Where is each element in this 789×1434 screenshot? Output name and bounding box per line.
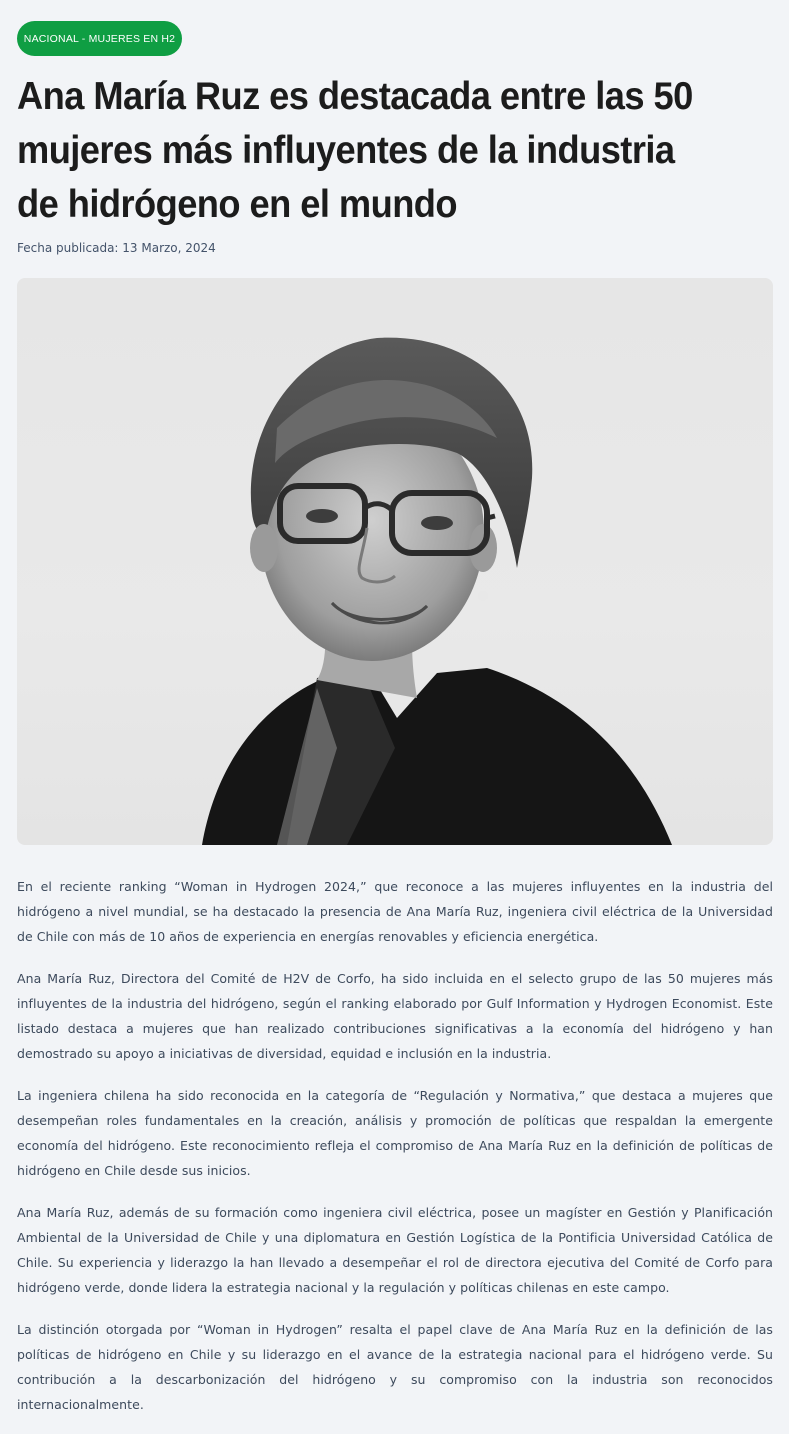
paragraph: Ana María Ruz, además de su formación como ingeniera civil eléctrica, posee un magíster en Gestión y Planificación Ambiental de la Universidad de Chile y una diplomatura en Gestión Logística de la Pontificia Universidad Católica de Chile. Su experiencia y liderazgo la han llevado a desempeñar el rol de directora ejecutiva del Comité de Corfo para hidrógeno verde, donde lidera la estrategia nacional y la regulación y políticas chilenas en este campo.	[17, 1205, 773, 1295]
publish-date: Fecha publicada: 13 Marzo, 2024	[17, 241, 216, 255]
paragraph: La distinción otorgada por “Woman in Hydrogen” resalta el papel clave de Ana María Ruz en la definición de las políticas de hidrógeno en Chile y su liderazgo en el avance de la estrategia nacional para el hidrógeno verde. Su contribución a la descarbonización del hidrógeno y su compromiso con la industria son reconocidos internacionalmente.	[17, 1322, 773, 1412]
paragraph: La ingeniera chilena ha sido reconocida en la categoría de “Regulación y Normativa,” que destaca a mujeres que desempeñan roles fundamentales en la creación, análisis y promoción de políticas que respaldan la emergente economía del hidrógeno. Este reconocimiento refleja el compromiso de Ana María Ruz en la definición de políticas de hidrógeno en Chile desde sus inicios.	[17, 1088, 773, 1178]
paragraph: Ana María Ruz, Directora del Comité de H2V de Corfo, ha sido incluida en el selecto grupo de las 50 mujeres más influyentes de la industria del hidrógeno, según el ranking elaborado por Gulf Information y Hydrogen Economist. Este listado destaca a mujeres que han realizado contribuciones significativas a la economía del hidrógeno y han demostrado su apoyo a iniciativas de diversidad, equidad e inclusión en la industria.	[17, 971, 773, 1061]
article-body	[17, 874, 773, 1434]
article-title: Ana María Ruz es destacada entre las 50 mujeres más influyentes de la industria de hidrógeno en el mundo	[17, 75, 693, 226]
category-tag[interactable]: NACIONAL - MUJERES EN H2	[17, 21, 182, 56]
paragraph: En el reciente ranking “Woman in Hydrogen 2024,” que reconoce a las mujeres influyentes en la industria del hidrógeno a nivel mundial, se ha destacado la presencia de Ana María Ruz, ingeniera civil eléctrica de la Universidad de Chile con más de 10 años de experiencia en energías renovables y eficiencia energética.	[17, 879, 773, 944]
portrait-photo	[17, 278, 773, 845]
